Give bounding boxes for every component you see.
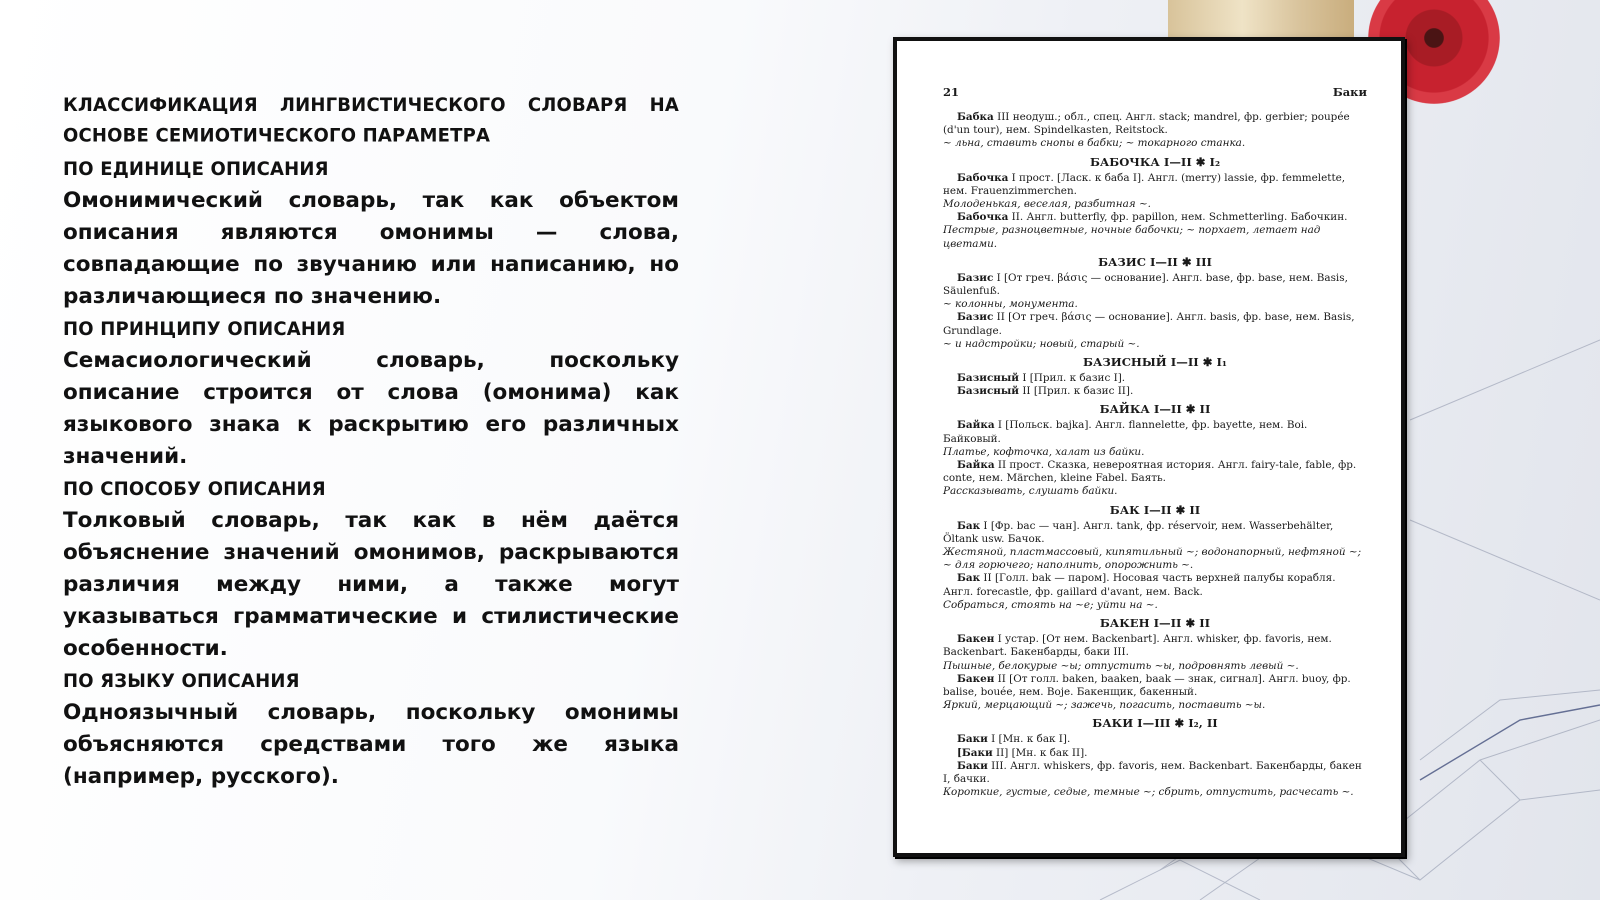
dictionary-headword: БАЗИСНЫЙ I—II ✱ I₁ [1083,355,1227,370]
entry-examples: Пышные, белокурые ~ы; отпустить ~ы, подровнять левый ~. [943,659,1299,672]
entry-examples: Яркий, мерцающий ~; зажечь, погасить, поставить ~ы. [943,699,1266,712]
entry-examples: Рассказывать, слушать байки. [943,485,1118,498]
entry-examples: ~ и надстройки; новый, старый ~. [943,337,1140,350]
entry-examples: Жестяной, пластмассовый, кипятильный ~; водонапорный, нефтяной ~; ~ для горючего; наполнить, опорожнить ~. [943,546,1362,572]
entry-definition: I [Польск. bajka]. Англ. flannelette, фр. bayette, нем. Boi. Байковый. [943,419,1308,445]
entry-definition: II] [Мн. к бак II]. [992,746,1088,759]
dictionary-page-image [893,37,1405,857]
entry-word: Бабочка [957,211,1009,224]
section-text-method: Толковый словарь, так как в нём даётся объяснение значений омонимов, раскрываются различия между ними, а также могут указываться грамматические и стилистические особенности. [63,508,679,661]
entry-word: Базисный [957,372,1020,385]
running-head: Баки [1332,85,1367,99]
dictionary-entry [943,760,1367,786]
entry-word: Бак [957,572,981,585]
entry-definition: II прост. Сказка, невероятная история. Англ. fairy-tale, fable, фр. conte, нем. Märchen, kleine Fabel. Баять. [943,459,1357,485]
dictionary-entry [943,520,1367,546]
entry-definition: I [Прил. к базис I]. [1019,372,1126,385]
dictionary-entry [943,372,1367,385]
dictionary-entry [943,224,1367,250]
section-text-unit: Омонимический словарь, так как объектом описания являются омонимы — слова, совпадающие по звучанию или написанию, но различающиеся по значению. [63,188,679,309]
dictionary-entry [943,298,1367,311]
entry-examples: Собраться, стоять на ~е; уйти на ~. [943,598,1158,611]
entry-examples: Короткие, густые, седые, темные ~; сбрить, отпустить, расчесать ~. [943,786,1354,799]
entry-word: Базис [957,271,994,284]
entry-examples: Молоденькая, веселая, разбитная ~. [943,198,1151,211]
entry-definition: I [Мн. к бак I]. [987,733,1071,746]
entry-definition: I прост. [Ласк. к баба I]. Англ. (merry) lassie, фр. femmelette, нем. Frauenzimmerchen. [943,171,1346,197]
dictionary-entry [943,599,1367,612]
entry-word: Байка [957,459,995,472]
entry-word: Баки [957,733,988,746]
dictionary-entry [943,311,1367,337]
dictionary-entry [943,111,1367,137]
dictionary-headword: БАК I—II ✱ II [1109,502,1201,517]
entry-examples: Пестрые, разноцветные, ночные бабочки; ~ порхает, летает над цветами. [943,224,1321,250]
entry-word: [Баки [957,746,993,759]
dictionary-entry [943,172,1367,198]
dictionary-headword: БАЙКА I—II ✱ II [1099,402,1211,417]
entry-word: Баки [957,759,988,772]
dictionary-entry [943,459,1367,485]
dictionary-entry [943,137,1367,150]
entry-word: Бакен [957,633,995,646]
book-decoration [1168,0,1354,40]
dictionary-entry [943,633,1367,659]
entry-definition: I [От греч. βάσις — основание]. Англ. base, фр. base, нем. Basis, Säulenfuß. [943,271,1348,298]
slide-title: КЛАССИФИКАЦИЯ ЛИНГВИСТИЧЕСКОГО СЛОВАРЯ НА ОСНОВЕ СЕМИОТИЧЕСКОГО ПАРАМЕТРА [63,92,679,146]
dictionary-entry [943,699,1367,712]
section-heading-method: ПО СПОСОБУ ОПИСАНИЯ [63,476,326,500]
entry-word: Бабка [957,111,994,123]
entry-word: Бак [957,519,981,532]
dictionary-entry [943,572,1367,598]
dictionary-entry [943,546,1367,572]
page-header [943,85,1367,111]
entry-word: Байка [957,419,995,432]
dictionary-entry [943,786,1367,799]
dictionary-entry [943,673,1367,699]
section-text-language: Одноязычный словарь, поскольку омонимы объясняются средствами того же языка (например, русского). [63,700,679,789]
dictionary-entry [943,419,1367,445]
dictionary-entry [943,338,1367,351]
entry-definition: I [Фр. bac — чан]. Англ. tank, фр. réservoir, нем. Wasserbehälter, Öltank usw. Бачок. [943,519,1334,545]
entry-definition: II [Прил. к базис II]. [1019,385,1134,398]
entry-definition: II [От греч. βάσις — основание]. Англ. basis, фр. base, нем. Basis, Grundlage. [943,311,1355,337]
dictionary-entry [943,660,1367,673]
dictionary-headword: БАКЕН I—II ✱ II [1099,616,1211,631]
entry-examples: ~ льна, ставить снопы в бабки; ~ токарного станка. [943,137,1246,150]
entry-definition: III. Англ. whiskers, фр. favoris, нем. Backenbart. Бакенбарды, бакен I, бачки. [943,759,1362,785]
dictionary-entry [943,272,1367,298]
section-heading-language: ПО ЯЗЫКУ ОПИСАНИЯ [63,668,300,692]
dictionary-headword: БАКИ I—III ✱ I₂, II [1092,716,1218,731]
section-heading-unit: ПО ЕДИНИЦЕ ОПИСАНИЯ [63,156,329,180]
dictionary-entry [943,385,1367,398]
dictionary-entry [943,211,1367,224]
dictionary-entry [943,747,1367,760]
entry-definition: II [Голл. bak — паром]. Носовая часть верхней палубы корабля. Англ. forecastle, фр. gaillard d'avant, нем. Back. [943,572,1336,598]
dictionary-entry [943,198,1367,211]
section-text-principle: Семасиологический словарь, поскольку описание строится от слова (омонима) как языкового знака к раскрытию его различных значений. [63,348,679,469]
entry-word: Бакен [957,672,995,685]
page-number: 21 [943,85,960,99]
entry-definition: II. Англ. butterfly, фр. papillon, нем. Schmetterling. Бабочкин. [1008,211,1348,224]
entry-word: Бабочка [957,171,1009,184]
entry-word: Базис [957,311,994,324]
entry-word: Базисный [957,385,1020,398]
dictionary-entry [943,733,1367,746]
classification-text [63,89,679,793]
entry-definition: III неодуш.; обл., спец. Англ. stack; mandrel, фр. gerbier; poupée (d'un tour), нем. Spindelkasten, Reitstock. [943,111,1350,137]
dictionary-headword: БАБОЧКА I—II ✱ I₂ [1089,154,1221,169]
entry-examples: Платье, кофточка, халат из байки. [943,445,1145,458]
entry-definition: I устар. [От нем. Backenbart]. Англ. whisker, фр. favoris, нем. Backenbart. Бакенбарды, баки III. [943,633,1332,659]
dictionary-entries [943,111,1367,799]
dictionary-headword: БАЗИС I—II ✱ III [1098,254,1212,269]
entry-examples: ~ колонны, монумента. [943,298,1078,311]
entry-definition: II [От голл. baken, baaken, baak — знак, сигнал]. Англ. buoy, фр. balise, bouée, нем. Boje. Бакенщик, бакенный. [943,672,1351,698]
dictionary-entry [943,446,1367,459]
dictionary-entry [943,485,1367,498]
dictionary-page-content [943,85,1367,799]
section-heading-principle: ПО ПРИНЦИПУ ОПИСАНИЯ [63,316,346,340]
